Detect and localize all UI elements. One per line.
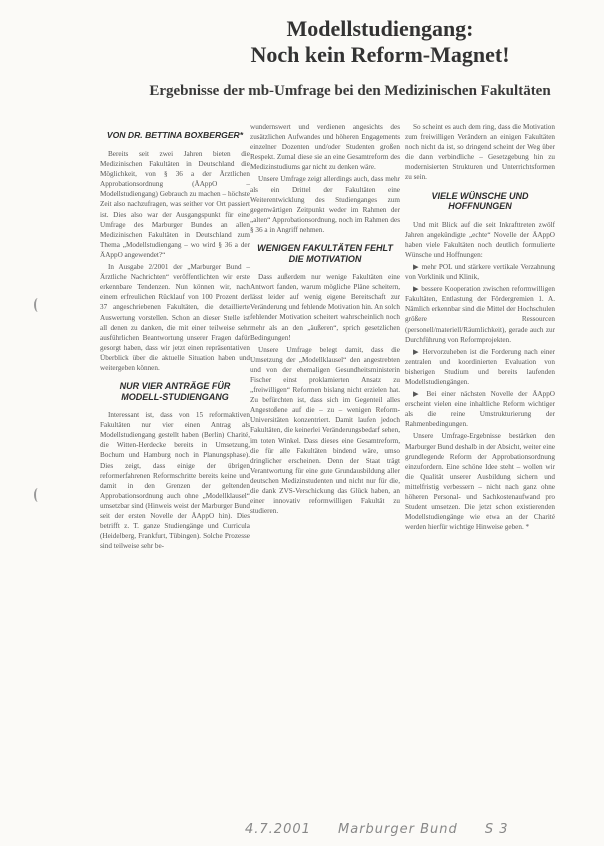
- list-item: ▶ mehr POL und stärkere vertikale Verzahnung von Vorklinik und Klinik,: [405, 262, 555, 282]
- annotation-page: S 3: [484, 822, 509, 837]
- list-item: ▶ Bei einer nächsten Novelle der ÄAppO erscheint vielen eine inhaltliche Reform wichtiger als die reine Umstrukturierung der Rahmenbedingungen.: [405, 390, 555, 429]
- section-subtitle-2: WENIGEN FAKULTÄTEN FEHLT DIE MOTIVATION: [257, 243, 393, 264]
- article-subheadline: Ergebnisse der mb-Umfrage bei den Medizinischen Fakultäten: [149, 83, 551, 99]
- column-3: [405, 122, 555, 534]
- paragraph: Bereits seit zwei Jahren bieten die Medizinischen Fakultäten in Deutschland die Möglichkeit, von § 36 a der Ärztlichen Approbationsordnung (ÄAppO – Modellstudiengang) Gebrauch zu machen – höchste Zeit also nachzufragen, was seither vor Ort passiert ist. Dies also war der Ausgangspunkt für eine Umfrage des Marburger Bundes an allen Medizinischen Fakultäten in Deutschland zum Thema „Modellstudiengang – wo wird § 36 a der ÄAppO angewendet?“: [100, 150, 250, 259]
- paragraph: Unsere Umfrage zeigt allerdings auch, dass mehr als ein Drittel der Fakultäten eine Weiterentwicklung des Studienganges zum gegenwärtigen Zeitpunkt weder im Rahmen der „alten“ Approbationsordnung, noch im Rahmen des § 36 a in Angriff nehmen.: [250, 175, 400, 234]
- column-2b-text: [250, 272, 400, 516]
- column-2-text: [250, 122, 400, 235]
- column-1-text: [100, 149, 250, 373]
- paragraph: So scheint es auch dem ring, dass die Motivation zum freiwilligen Verändern an einigen Fakultäten noch nicht da ist, so dringend scheint der Weg über die dann verbindliche – Gesetzgebung hin zu modernisierten Strukturen und Unterrichtsformen zu sein.: [405, 123, 555, 182]
- paragraph: Unsere Umfrage-Ergebnisse bestärken den Marburger Bund deshalb in der Absicht, weiter eine grundlegende Reform der Approbationsordnung einzufordern. Eine schöne Idee steht – wollen wir die Qualität unserer Ausbildung sichern und mittelfristig verbessern – nicht nach ganz ohne höheren Personal- und Sachkostenaufwand pro Student umsetzen. Die jetzt schon existierenden Modellstudiengänge wie etwa an der Charité werden hierfür wichtige Hinweise geben. *: [405, 432, 555, 532]
- annotation-source: Marburger Bund: [338, 822, 458, 837]
- column-2: [250, 122, 400, 518]
- list-item: ▶ bessere Kooperation zwischen reformwilligen Fakultäten, Entlastung der Fördergremien 1. A. Nämlich erkennbar sind die Mittel der Hochschulen größere Ressourcen (personell/materiell/Räumlichkeit), gerade auch zur Durchführung von Reformprojekten.: [405, 285, 555, 344]
- punch-hole-top: [34, 298, 42, 312]
- paragraph: Und mit Blick auf die seit Inkrafttreten zwölf Jahren angekündigte „echte“ Novelle der ÄAppO haben viele Fakultäten noch deutlich formulierte Wünsche und Hoffnungen:: [405, 220, 555, 259]
- headline-line-1: Modellstudiengang:: [286, 16, 474, 41]
- headline-line-2: Noch kein Reform-Magnet!: [250, 42, 510, 67]
- punch-hole-bottom: [34, 488, 42, 502]
- list-item: ▶ Hervorzuheben ist die Forderung nach einer zentralen und koordinierten Evaluation von bisherigen Studium und bereits laufenden Modellstudiengängen.: [405, 347, 555, 386]
- paragraph: Interessant ist, dass von 15 reformaktiven Fakultäten nur vier einen Antrag als Modellstudiengang gestellt haben (Berlin) Charité, die Witten-Herdecke bereits in Umsetzung, Bochum und Hamburg noch in Planungsphase). Dies zeigt, dass einige der übrigen reformerfahrenen Reformschritte bereits keine und damit in den Grenzen der geltenden Approbationsordnung auch ohne „Modellklausel“ umsetzbar sind (Hinweis weist der Marburger Bund seit der ersten Novelle der ÄAppO hin). Dies betrifft z. T. ganze Studiengänge und Curricula (Heidelberg, Frankfurt, Tübingen). Solche Prozesse sind teilweise sehr be-: [100, 411, 250, 551]
- column-3b-text: [405, 220, 555, 533]
- article-headline: [180, 16, 580, 68]
- annotation-date: 4.7.2001: [245, 822, 311, 837]
- column-1: [100, 122, 250, 553]
- column-3-text: [405, 122, 555, 183]
- paragraph: Unsere Umfrage belegt damit, dass die Umsetzung der „Modellklausel“ den angestrebten und von der ehemaligen Gesundheitsministerin Fischer einst proklamierten Ansatz zu „freiwilligen“ Reformen bislang nicht erzielen hat. Zu befürchten ist, dass sich im Gegenteil alles Angestoßene auf die – zu – wenigen Reform-Universitäten konzentriert. Damit laufen jedoch Fakultäten, die keinerlei Veränderungsbedarf sehen, im toten Winkel. Dass dieses eine Gesamtreform, die für alle Fakultäten bindend wäre, umso dringlicher erscheinen. Denn der Staat trägt Verantwortung für eine gute Grundausbildung aller deutschen Medizinstudenten und nicht nur für die, die dank ZVS-Verschickung das Glück haben, an einer innovativ reformwilligen Fakultät zu studieren.: [250, 345, 400, 516]
- section-subtitle-1: NUR VIER ANTRÄGE FÜR MODELL-STUDIENGANG: [119, 381, 231, 402]
- section-subtitle-3: VIELE WÜNSCHE UND HOFFNUNGEN: [431, 190, 529, 212]
- paragraph: In Ausgabe 2/2001 der „Marburger Bund – Ärztliche Nachrichten“ veröffentlichten wir erste erkennbare Tendenzen. Nun können wir, nach einem erfreulichen Rücklauf von 100 Prozent der 37 angeschriebenen Fakultäten, die detaillierte Auswertung vorstellen. Schon an dieser Stelle ist all denen zu danken, die mit einer teilweise sehr ausführlichen Beantwortung unserer Fragen dafür gesorgt haben, dass wir jetzt einen repräsentativen Überblick über die aktuelle Situation haben und weitergeben können.: [100, 263, 250, 372]
- paragraph: Dass außerdem nur wenige Fakultäten eine Antwort fanden, warum mögliche Pläne scheitern, lässt leider auf wenig eigene Bereitschaft zur Veränderung und fehlende Motivation hin. An solch fehlender Motivation scheitert wahrscheinlich noch mehr als an den „äußeren“, sprich gesetzlichen Bedingungen!: [250, 273, 400, 342]
- column-1b-text: [100, 410, 250, 551]
- handwritten-annotation: [245, 822, 590, 837]
- byline: VON DR. BETTINA BOXBERGER*: [106, 130, 244, 140]
- paragraph: wundernswert und verdienen angesichts des zusätzlichen Aufwandes und höheren Engagements einzelner Dozenten und/oder Studenten großen Respekt. Zumal diese sie an eine Gesamtreform des Medizinstudiums gar nicht zu denken wäre.: [250, 123, 400, 172]
